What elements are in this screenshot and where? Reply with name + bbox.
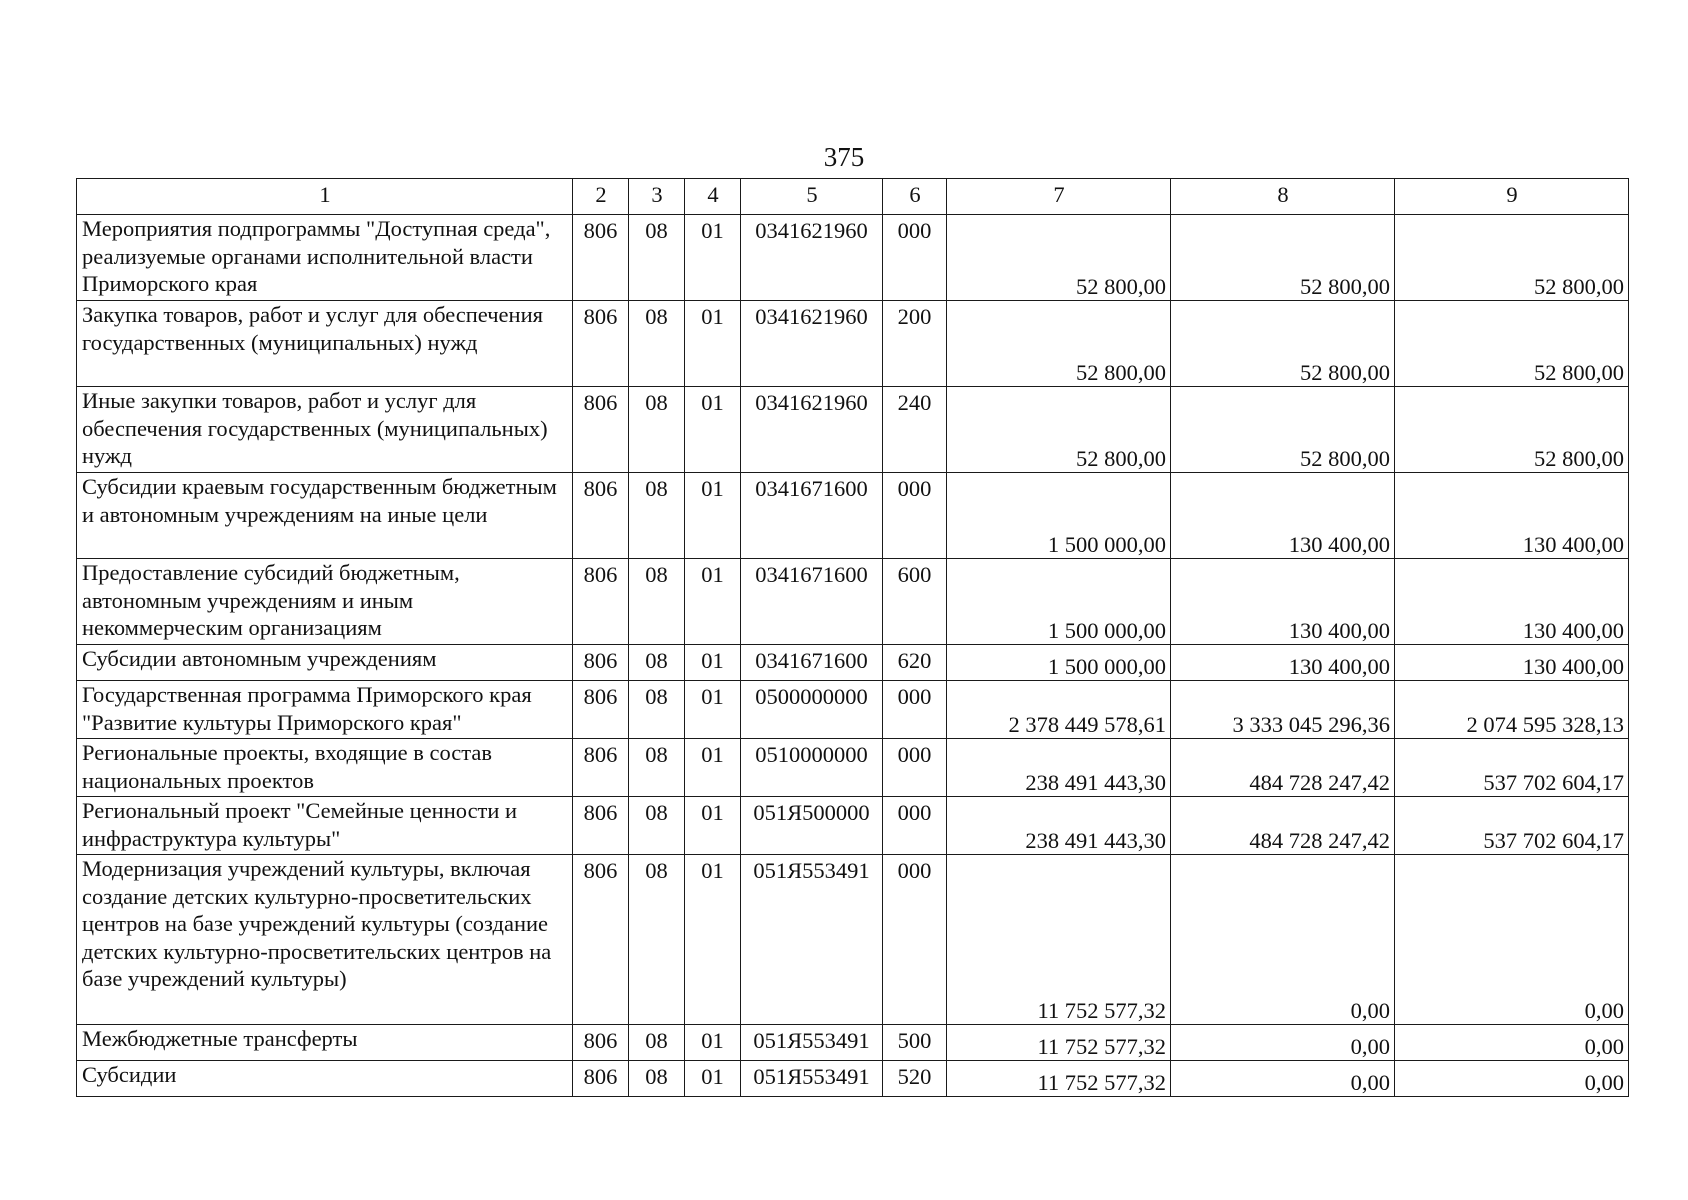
section-code: 08 bbox=[629, 645, 685, 681]
expense-type-code: 240 bbox=[883, 387, 947, 473]
section-code: 08 bbox=[629, 215, 685, 301]
subsection-code: 01 bbox=[685, 387, 741, 473]
table-row bbox=[77, 1061, 1629, 1097]
admin-code: 806 bbox=[573, 1061, 629, 1097]
section-code: 08 bbox=[629, 681, 685, 739]
section-code: 08 bbox=[629, 855, 685, 1025]
amount-col-9: 537 702 604,17 bbox=[1395, 739, 1629, 797]
table-body bbox=[77, 179, 1629, 1097]
table-row bbox=[77, 301, 1629, 387]
section-code: 08 bbox=[629, 559, 685, 645]
section-code: 08 bbox=[629, 739, 685, 797]
column-header-4: 4 bbox=[685, 179, 741, 215]
subsection-code: 01 bbox=[685, 855, 741, 1025]
subsection-code: 01 bbox=[685, 559, 741, 645]
amount-col-8: 484 728 247,42 bbox=[1171, 739, 1395, 797]
target-article-code: 0341671600 bbox=[741, 473, 883, 559]
amount-col-9: 537 702 604,17 bbox=[1395, 797, 1629, 855]
target-article-code: 0510000000 bbox=[741, 739, 883, 797]
expense-type-code: 620 bbox=[883, 645, 947, 681]
expense-type-code: 600 bbox=[883, 559, 947, 645]
column-header-2: 2 bbox=[573, 179, 629, 215]
subsection-code: 01 bbox=[685, 1025, 741, 1061]
admin-code: 806 bbox=[573, 215, 629, 301]
table-row bbox=[77, 797, 1629, 855]
admin-code: 806 bbox=[573, 681, 629, 739]
amount-col-8: 130 400,00 bbox=[1171, 473, 1395, 559]
section-code: 08 bbox=[629, 1025, 685, 1061]
amount-col-7: 238 491 443,30 bbox=[947, 739, 1171, 797]
amount-col-7: 1 500 000,00 bbox=[947, 473, 1171, 559]
target-article-code: 0500000000 bbox=[741, 681, 883, 739]
budget-item-name: Региональный проект "Семейные ценности и инфраструктура культуры" bbox=[77, 797, 573, 855]
target-article-code: 0341621960 bbox=[741, 301, 883, 387]
section-code: 08 bbox=[629, 1061, 685, 1097]
budget-item-name: Мероприятия подпрограммы "Доступная среда", реализуемые органами исполнительной власти Приморского края bbox=[77, 215, 573, 301]
budget-item-name: Закупка товаров, работ и услуг для обеспечения государственных (муниципальных) нужд bbox=[77, 301, 573, 387]
admin-code: 806 bbox=[573, 855, 629, 1025]
page-number: 375 bbox=[823, 142, 865, 172]
amount-col-8: 0,00 bbox=[1171, 855, 1395, 1025]
expense-type-code: 000 bbox=[883, 681, 947, 739]
table-row bbox=[77, 681, 1629, 739]
budget-item-name: Субсидии автономным учреждениям bbox=[77, 645, 573, 681]
column-header-6: 6 bbox=[883, 179, 947, 215]
amount-col-9: 52 800,00 bbox=[1395, 215, 1629, 301]
subsection-code: 01 bbox=[685, 797, 741, 855]
table-row bbox=[77, 645, 1629, 681]
section-code: 08 bbox=[629, 473, 685, 559]
budget-item-name: Модернизация учреждений культуры, включая создание детских культурно-просветительских центров на базе учреждений культуры (создание детских культурно-просветительских центров на базе учреждений культуры) bbox=[77, 855, 573, 1025]
admin-code: 806 bbox=[573, 559, 629, 645]
amount-col-9: 130 400,00 bbox=[1395, 473, 1629, 559]
amount-col-9: 0,00 bbox=[1395, 855, 1629, 1025]
amount-col-9: 0,00 bbox=[1395, 1061, 1629, 1097]
subsection-code: 01 bbox=[685, 1061, 741, 1097]
budget-item-name: Иные закупки товаров, работ и услуг для обеспечения государственных (муниципальных) нужд bbox=[77, 387, 573, 473]
budget-item-name: Субсидии bbox=[77, 1061, 573, 1097]
subsection-code: 01 bbox=[685, 681, 741, 739]
section-code: 08 bbox=[629, 301, 685, 387]
header-row bbox=[77, 179, 1629, 215]
expense-type-code: 000 bbox=[883, 797, 947, 855]
budget-item-name: Субсидии краевым государственным бюджетным и автономным учреждениям на иные цели bbox=[77, 473, 573, 559]
amount-col-8: 484 728 247,42 bbox=[1171, 797, 1395, 855]
amount-col-9: 130 400,00 bbox=[1395, 559, 1629, 645]
column-header-3: 3 bbox=[629, 179, 685, 215]
amount-col-7: 1 500 000,00 bbox=[947, 559, 1171, 645]
target-article-code: 0341621960 bbox=[741, 387, 883, 473]
subsection-code: 01 bbox=[685, 739, 741, 797]
amount-col-7: 238 491 443,30 bbox=[947, 797, 1171, 855]
amount-col-9: 2 074 595 328,13 bbox=[1395, 681, 1629, 739]
target-article-code: 0341671600 bbox=[741, 645, 883, 681]
amount-col-7: 11 752 577,32 bbox=[947, 1061, 1171, 1097]
table-row bbox=[77, 215, 1629, 301]
amount-col-8: 130 400,00 bbox=[1171, 559, 1395, 645]
admin-code: 806 bbox=[573, 473, 629, 559]
admin-code: 806 bbox=[573, 739, 629, 797]
amount-col-8: 3 333 045 296,36 bbox=[1171, 681, 1395, 739]
admin-code: 806 bbox=[573, 1025, 629, 1061]
admin-code: 806 bbox=[573, 387, 629, 473]
amount-col-8: 52 800,00 bbox=[1171, 387, 1395, 473]
amount-col-7: 1 500 000,00 bbox=[947, 645, 1171, 681]
target-article-code: 0341671600 bbox=[741, 559, 883, 645]
target-article-code: 051Я500000 bbox=[741, 797, 883, 855]
subsection-code: 01 bbox=[685, 215, 741, 301]
expense-type-code: 000 bbox=[883, 739, 947, 797]
admin-code: 806 bbox=[573, 301, 629, 387]
budget-table bbox=[76, 178, 1629, 1097]
amount-col-8: 0,00 bbox=[1171, 1061, 1395, 1097]
column-header-8: 8 bbox=[1171, 179, 1395, 215]
budget-item-name: Государственная программа Приморского края "Развитие культуры Приморского края" bbox=[77, 681, 573, 739]
section-code: 08 bbox=[629, 387, 685, 473]
target-article-code: 051Я553491 bbox=[741, 1025, 883, 1061]
admin-code: 806 bbox=[573, 645, 629, 681]
subsection-code: 01 bbox=[685, 301, 741, 387]
budget-item-name: Межбюджетные трансферты bbox=[77, 1025, 573, 1061]
amount-col-7: 2 378 449 578,61 bbox=[947, 681, 1171, 739]
expense-type-code: 000 bbox=[883, 215, 947, 301]
table-row bbox=[77, 559, 1629, 645]
target-article-code: 051Я553491 bbox=[741, 1061, 883, 1097]
table-row bbox=[77, 387, 1629, 473]
amount-col-9: 0,00 bbox=[1395, 1025, 1629, 1061]
amount-col-9: 52 800,00 bbox=[1395, 301, 1629, 387]
subsection-code: 01 bbox=[685, 645, 741, 681]
table-row bbox=[77, 855, 1629, 1025]
target-article-code: 051Я553491 bbox=[741, 855, 883, 1025]
amount-col-8: 52 800,00 bbox=[1171, 215, 1395, 301]
column-header-1: 1 bbox=[77, 179, 573, 215]
expense-type-code: 000 bbox=[883, 855, 947, 1025]
expense-type-code: 520 bbox=[883, 1061, 947, 1097]
amount-col-7: 11 752 577,32 bbox=[947, 1025, 1171, 1061]
budget-item-name: Предоставление субсидий бюджетным, автономным учреждениям и иным некоммерческим организациям bbox=[77, 559, 573, 645]
column-header-5: 5 bbox=[741, 179, 883, 215]
expense-type-code: 500 bbox=[883, 1025, 947, 1061]
admin-code: 806 bbox=[573, 797, 629, 855]
amount-col-8: 0,00 bbox=[1171, 1025, 1395, 1061]
column-header-9: 9 bbox=[1395, 179, 1629, 215]
amount-col-7: 11 752 577,32 bbox=[947, 855, 1171, 1025]
expense-type-code: 000 bbox=[883, 473, 947, 559]
amount-col-7: 52 800,00 bbox=[947, 215, 1171, 301]
budget-item-name: Региональные проекты, входящие в состав национальных проектов bbox=[77, 739, 573, 797]
table-row bbox=[77, 1025, 1629, 1061]
amount-col-7: 52 800,00 bbox=[947, 387, 1171, 473]
column-header-7: 7 bbox=[947, 179, 1171, 215]
amount-col-7: 52 800,00 bbox=[947, 301, 1171, 387]
amount-col-8: 130 400,00 bbox=[1171, 645, 1395, 681]
target-article-code: 0341621960 bbox=[741, 215, 883, 301]
amount-col-9: 130 400,00 bbox=[1395, 645, 1629, 681]
amount-col-9: 52 800,00 bbox=[1395, 387, 1629, 473]
table-row bbox=[77, 739, 1629, 797]
expense-type-code: 200 bbox=[883, 301, 947, 387]
subsection-code: 01 bbox=[685, 473, 741, 559]
section-code: 08 bbox=[629, 797, 685, 855]
amount-col-8: 52 800,00 bbox=[1171, 301, 1395, 387]
table-row bbox=[77, 473, 1629, 559]
